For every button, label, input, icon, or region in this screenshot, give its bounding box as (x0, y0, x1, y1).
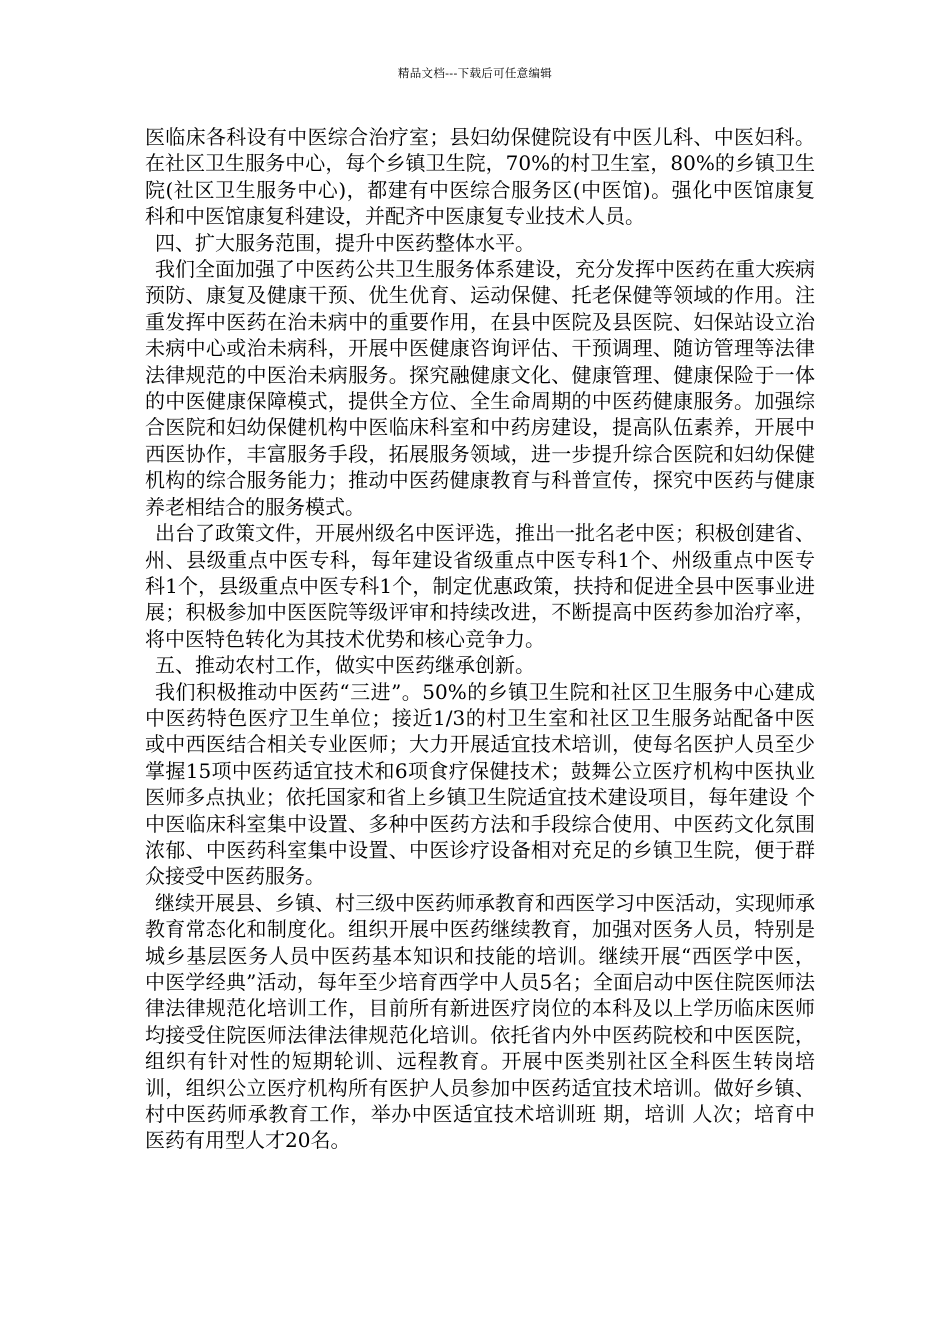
paragraph-policy: 出台了政策文件，开展州级名中医评选，推出一批名老中医；积极创建省、州、县级重点中医专科，每年建设省级重点中医专科1个、州级重点中医专科1个，县级重点中医专科1个，制定优惠政策，扶持和促进全县中医事业进展；积极参加中医医院等级评审和持续改进，不断提高中医药参加治疗率，将中医特色转化为其技术优势和核心竞争力。 (145, 521, 815, 651)
page-header: 精品文档---下载后可任意编辑 (397, 66, 553, 80)
paragraph-education: 继续开展县、乡镇、村三级中医药师承教育和西医学习中医活动，实现师承教育常态化和制度化。组织开展中医药继续教育，加强对医务人员，特别是城乡基层医务人员中医药基本知识和技能的培训。继续开展“西医学中医，中医学经典”活动，每年至少培育西学中人员5名；全面启动中医住院医师法律法律规范化培训工作，目前所有新进医疗岗位的本科及以上学历临床医师均接受住院医师法律法律规范化培训。依托省内外中医药院校和中医医院，组织有针对性的短期轮训、远程教育。开展中医类别社区全科医生转岗培训，组织公立医疗机构所有医护人员参加中医药适宜技术培训。做好乡镇、村中医药师承教育工作，举办中医适宜技术培训班 期，培训 人次；培育中医药有用型人才20名。 (145, 890, 815, 1153)
document-body (145, 124, 815, 1154)
section-heading-5: 五、推动农村工作，做实中医药继承创新。 (155, 653, 535, 678)
paragraph-rural-work: 我们积极推动中医药“三进”。50%的乡镇卫生院和社区卫生服务中心建成中医药特色医疗卫生单位；接近1/3的村卫生室和社区卫生服务站配备中医或中西医结合相关专业医师；大力开展适宜技术培训，使每名医护人员至少掌握15项中医药适宜技术和6项食疗保健技术；鼓舞公立医疗机构中医执业医师多点执业；依托国家和省上乡镇卫生院适宜技术建设项目，每年建设 个中医临床科室集中设置、多种中医药方法和手段综合使用、中医药文化氛围浓郁、中医药科室集中设置、中医诊疗设备相对充足的乡镇卫生院，便于群众接受中医药服务。 (145, 679, 815, 889)
paragraph-service-system: 我们全面加强了中医药公共卫生服务体系建设，充分发挥中医药在重大疾病预防、康复及健康干预、优生优育、运动保健、托老保健等领域的作用。注重发挥中医药在治未病中的重要作用，在县中医院及县医院、妇保站设立治未病中心或治未病科，开展中医健康咨询评估、干预调理、随访管理等法律法律规范的中医治未病服务。探究融健康文化、健康管理、健康保险于一体的中医健康保障模式，提供全方位、全生命周期的中医药健康服务。加强综合医院和妇幼保健机构中医临床科室和中药房建设，提高队伍素养，开展中西医协作，丰富服务手段，拓展服务领域，进一步提升综合医院和妇幼保健机构的综合服务能力；推动中医药健康教育与科普宣传，探究中医药与健康养老相结合的服务模式。 (145, 257, 815, 519)
section-heading-4: 四、扩大服务范围，提升中医药整体水平。 (155, 230, 535, 255)
paragraph-continuation: 医临床各科设有中医综合治疗室；县妇幼保健院设有中医儿科、中医妇科。在社区卫生服务中心，每个乡镇卫生院，70%的村卫生室，80%的乡镇卫生院(社区卫生服务中心)，都建有中医综合服务区(中医馆)。强化中医馆康复科和中医馆康复科建设，并配齐中医康复专业技术人员。 (145, 125, 815, 229)
